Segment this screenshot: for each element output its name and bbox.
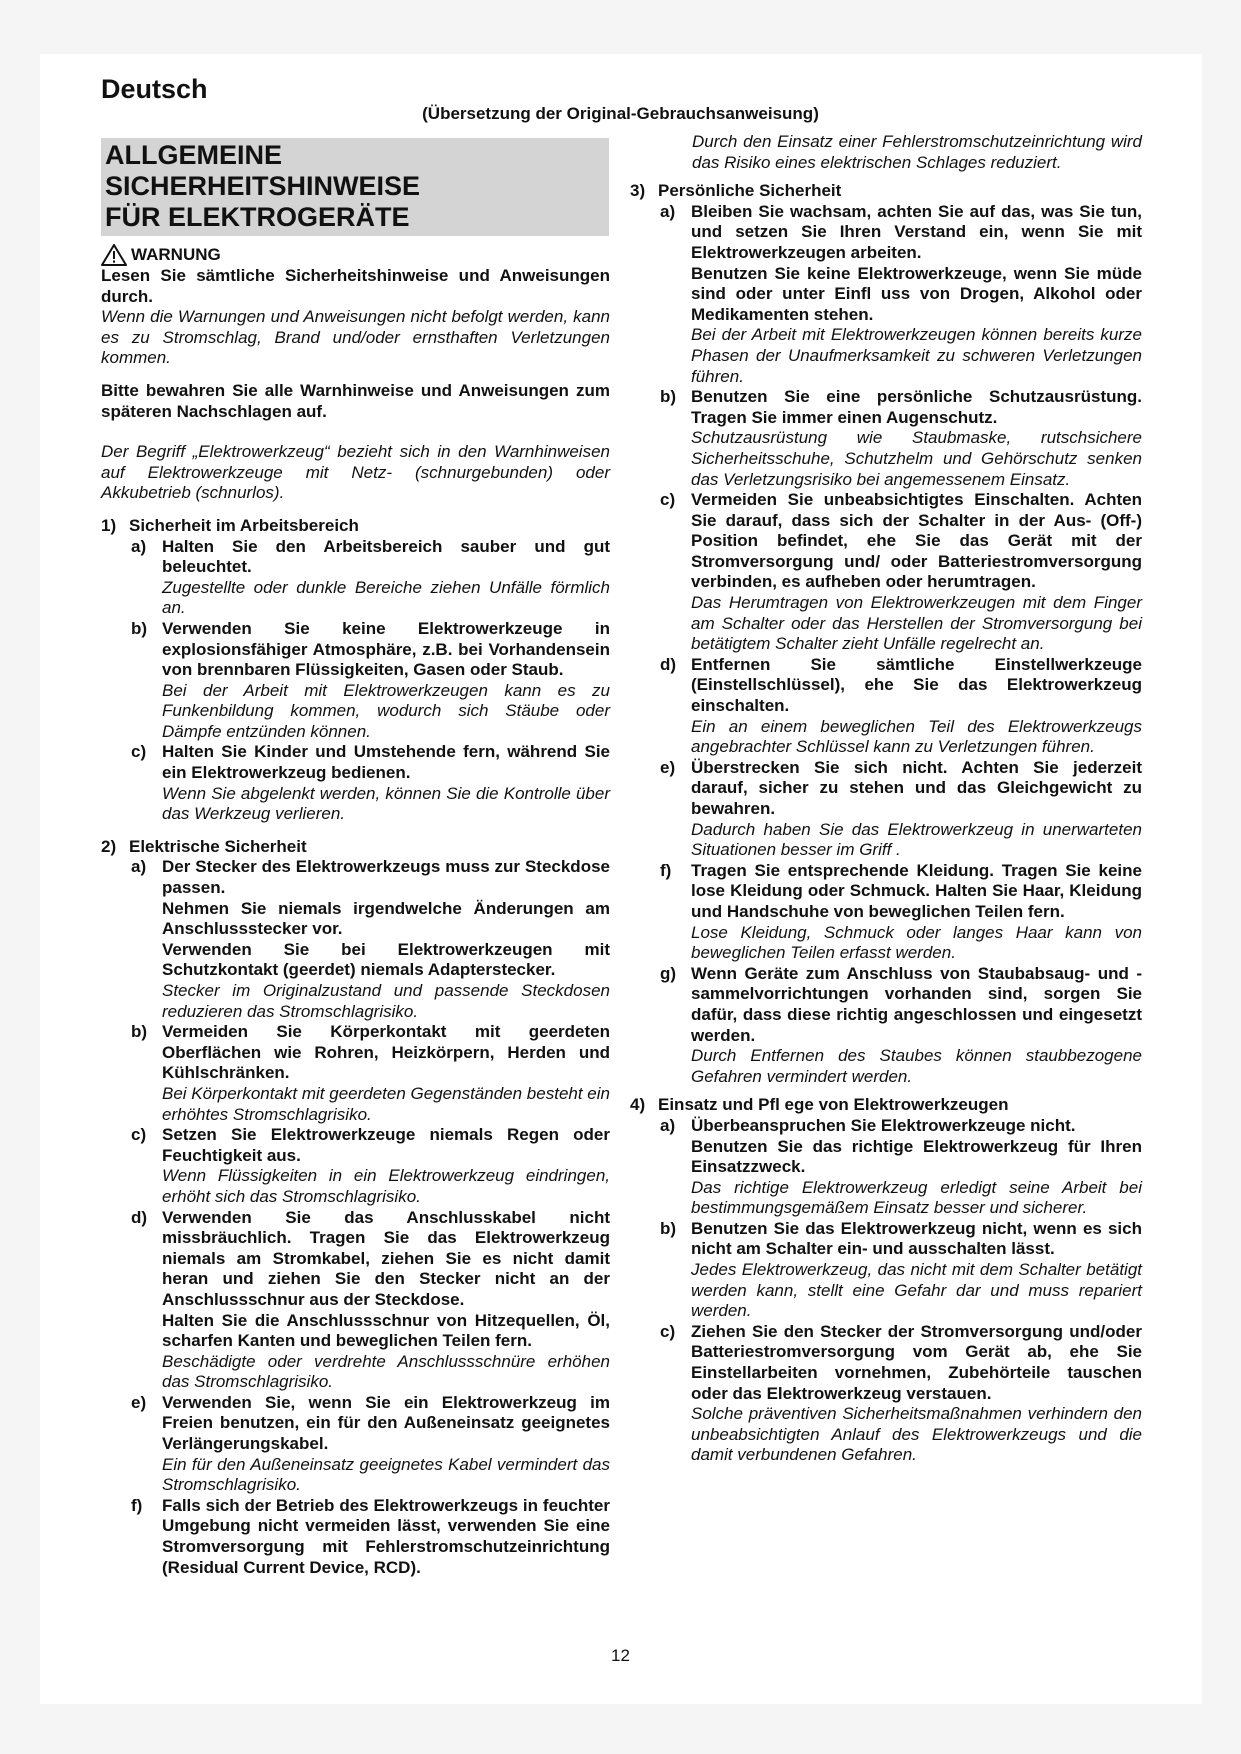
section-title-box — [101, 138, 609, 236]
section-1-heading: 1) Sicherheit im Arbeitsbereich — [101, 515, 359, 535]
list-item: d) Verwenden Sie das Anschlusskabel nicht missbräuchlich. Tragen Sie das Elektrowerkzeug niemals am Stromkabel, ziehen Sie es nicht damit heran und ziehen Sie den Stecker nicht an der Anschlussschnur aus der Steckdose. Halten Sie die Anschlussschnur von Hitzequellen, Öl, scharfen Kanten und beweglichen Teilen fern. Beschädigte oder verdrehte Anschlussschnüre erhöhen das Stromschlagrisiko. — [131, 1207, 610, 1392]
list-item: a) Bleiben Sie wachsam, achten Sie auf das, was Sie tun, und setzen Sie Ihren Verstand ein, wenn Sie mit Elektrowerkzeugen arbeiten. Benutzen Sie keine Elektrowerkzeuge, wenn Sie müde sind oder unter Einfl uss von Drogen, Alkohol oder Medikamenten stehen. Bei der Arbeit mit Elektrowerkzeugen können bereits kurze Phasen der Unaufmerksamkeit zu schweren Verletzungen führen. — [660, 201, 1142, 386]
list-item: b) Verwenden Sie keine Elektrowerkzeuge in explosionsfähiger Atmosphäre, z.B. bei Vorhandensein von brennbaren Flüssigkeiten, Gasen oder Staub. Bei der Arbeit mit Elektrowerkzeugen kann es zu Funkenbildung kommen, wodurch sich Stäube oder Dämpfe entzünden können. — [131, 618, 610, 741]
title-line-1: ALLGEMEINE SICHERHEITSHINWEISE — [105, 140, 421, 201]
warning-triangle-icon — [101, 244, 127, 266]
list-item: e) Überstrecken Sie sich nicht. Achten Sie jederzeit darauf, sicher zu stehen und das Gleichgewicht zu bewahren. Dadurch haben Sie das Elektrowerkzeug in unerwarteten Situationen besser im Griff . — [660, 757, 1142, 860]
language-heading: Deutsch — [101, 74, 208, 104]
list-item: a) Halten Sie den Arbeitsbereich sauber und gut beleuchtet. Zugestellte oder dunkle Bereiche ziehen Unfälle förmlich an. — [131, 536, 610, 618]
document-subtitle: (Übersetzung der Original-Gebrauchsanweisung) — [422, 104, 819, 123]
left-column — [101, 138, 610, 1578]
right-column — [630, 132, 1142, 1466]
list-item: a) Der Stecker des Elektrowerkzeugs muss zur Steckdose passen. Nehmen Sie niemals irgendwelche Änderungen am Anschlussstecker vor. Verwenden Sie bei Elektrowerkzeugen mit Schutzkontakt (geerdet) niemals Adapterstecker. Stecker im Originalzustand und passende Steckdosen reduzieren das Stromschlagrisiko. — [131, 857, 610, 1021]
warning-text: WARNUNG — [131, 244, 221, 264]
title-line-2: FÜR ELEKTROGERÄTE — [105, 202, 410, 232]
section-3-heading: 3) Persönliche Sicherheit — [630, 181, 842, 201]
list-item: b) Benutzen Sie eine persönliche Schutzausrüstung. Tragen Sie immer einen Augenschutz. Schutzausrüstung wie Staubmaske, rutschsichere Sicherheitsschuhe, Schutzhelm und Gehörschutz senken das Verletzungsrisiko bei angemessenem Einsatz. — [660, 387, 1142, 489]
list-item: g) Wenn Geräte zum Anschluss von Staubabsaug- und -sammelvorrichtungen vorhanden sind, sorgen Sie dafür, dass diese richtig angeschlossen und eingesetzt werden. Durch Entfernen des Staubes können staubbezogene Gefahren vermindert werden. — [660, 963, 1142, 1086]
rcd-note: Durch den Einsatz einer Fehlerstromschutzeinrichtung wird das Risiko eines elektrischen Schlages reduziert. — [692, 132, 1142, 172]
list-item: b) Vermeiden Sie Körperkontakt mit geerdeten Oberflächen wie Rohren, Heizkörpern, Herden und Kühlschränken. Bei Körperkontakt mit geerdeten Gegenständen besteht ein erhöhtes Stromschlagrisiko. — [131, 1022, 610, 1124]
list-item: f) Tragen Sie entsprechende Kleidung. Tragen Sie keine lose Kleidung oder Schmuck. Halten Sie Haar, Kleidung und Handschuhe von beweglichen Teilen fern. Lose Kleidung, Schmuck oder langes Haar kann von beweglichen Teilen erfasst werden. — [660, 860, 1142, 963]
section-2-heading: 2) Elektrische Sicherheit — [101, 836, 307, 856]
warning-bold-2: Bitte bewahren Sie alle Warnhinweise und Anweisungen zum späteren Nachschlagen auf. — [101, 380, 610, 421]
list-item: c) Setzen Sie Elektrowerkzeuge niemals Regen oder Feuchtigkeit aus. Wenn Flüssigkeiten in ein Elektrowerkzeug eindringen, erhöht sich das Stromschlagrisiko. — [131, 1125, 610, 1206]
list-item: d) Entfernen Sie sämtliche Einstellwerkzeuge (Einstellschlüssel), ehe Sie das Elektrowerkzeug einschalten. Ein an einem beweglichen Teil des Elektrowerkzeugs angebrachter Schlüssel kann zu Verletzungen führen. — [660, 654, 1142, 757]
list-item: c) Ziehen Sie den Stecker der Stromversorgung und/oder Batteriestromversorgung vom Gerät ab, ehe Sie Einstellarbeiten vornehmen, Zubehörteile tauschen oder das Elektrowerkzeug verstauen. Solche präventiven Sicherheitsmaßnahmen verhindern den unbeabsichtigten Anlauf des Elektrowerkzeugs und die damit verbundenen Gefahren. — [660, 1321, 1142, 1465]
list-item: a) Überbeanspruchen Sie Elektrowerkzeuge nicht. Benutzen Sie das richtige Elektrowerkzeug für Ihren Einsatzzweck. Das richtige Elektrowerkzeug erledigt seine Arbeit bei bestimmungsgemäßem Einsatz besser und sicherer. — [660, 1115, 1142, 1218]
page-number: 12 — [611, 1646, 630, 1665]
section-4-heading: 4) Einsatz und Pfl ege von Elektrowerkzeugen — [630, 1095, 1009, 1115]
list-item: e) Verwenden Sie, wenn Sie ein Elektrowerkzeug im Freien benutzen, ein für den Außeneinsatz geeignetes Verlängerungskabel. Ein für den Außeneinsatz geeignetes Kabel vermindert das Stromschlagrisiko. — [131, 1392, 610, 1495]
list-item: c) Halten Sie Kinder und Umstehende fern, während Sie ein Elektrowerkzeug bedienen. Wenn Sie abgelenkt werden, können Sie die Kontrolle über das Werkzeug verlieren. — [131, 742, 610, 824]
list-item: f) Falls sich der Betrieb des Elektrowerkzeugs in feuchter Umgebung nicht vermeiden lässt, verwenden Sie eine Stromversorgung mit Fehlerstromschutzeinrichtung (Residual Current Device, RCD). — [131, 1495, 610, 1577]
warning-italic-2: Der Begriff „Elektrowerkzeug“ bezieht sich in den Warnhinweisen auf Elektrowerkzeuge mit Netz- (schnurgebunden) oder Akkubetrieb (schnurlos). — [101, 442, 610, 503]
list-item: c) Vermeiden Sie unbeabsichtigtes Einschalten. Achten Sie darauf, dass sich der Schalter in der Aus- (Off-) Position befindet, ehe Sie das Gerät mit der Stromversorgung und/ oder Batteriestromversorgung verbinden, es aufheben oder herumtragen. Das Herumtragen von Elektrowerkzeugen mit dem Finger am Schalter oder das Herstellen der Stromversorgung bei betätigtem Schalter zieht Unfälle regelrecht an. — [660, 490, 1142, 654]
list-item: b) Benutzen Sie das Elektrowerkzeug nicht, wenn es sich nicht am Schalter ein- und ausschalten lässt. Jedes Elektrowerkzeug, das nicht mit dem Schalter betätigt werden kann, stellt eine Gefahr dar und muss repariert werden. — [660, 1218, 1142, 1321]
warning-bold-1: Lesen Sie sämtliche Sicherheitshinweise und Anweisungen durch. — [101, 266, 610, 306]
warning-italic-1: Wenn die Warnungen und Anweisungen nicht befolgt werden, kann es zu Stromschlag, Brand und/oder ernsthaften Verletzungen kommen. — [101, 307, 610, 368]
warning-label — [101, 244, 610, 266]
